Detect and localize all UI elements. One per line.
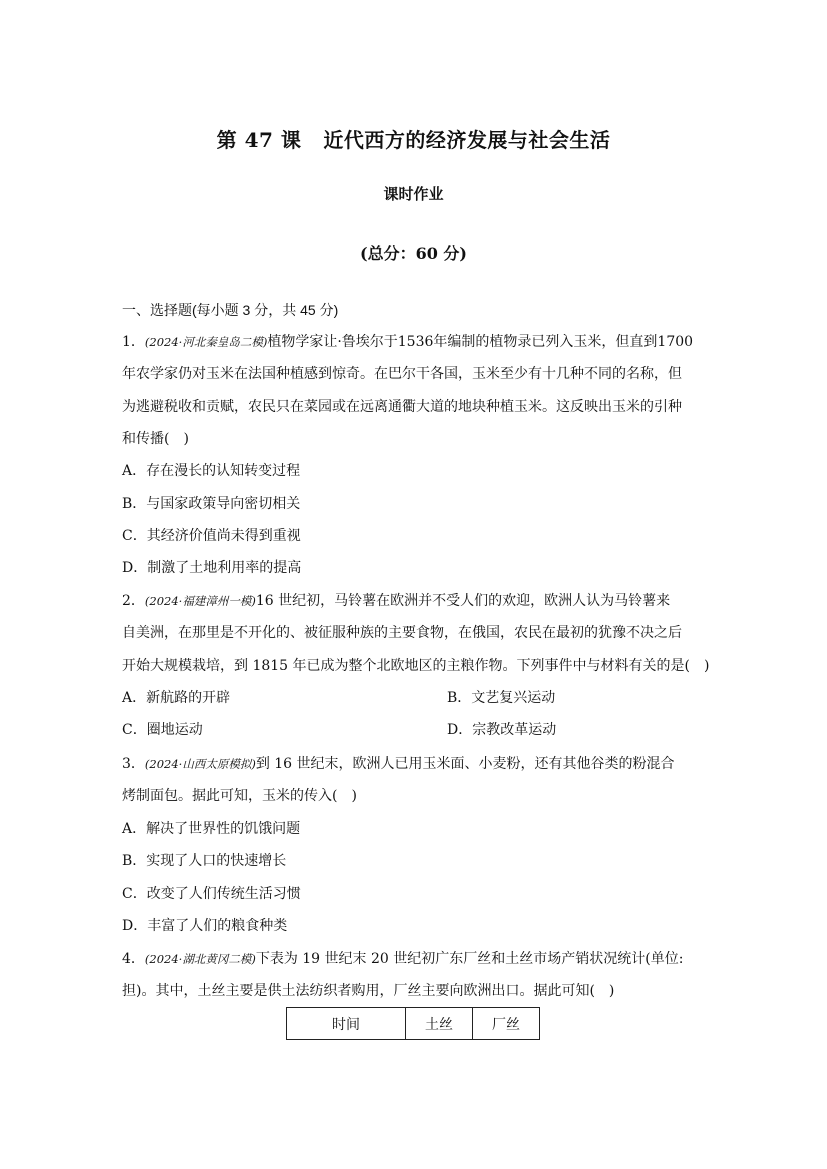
question-2-line-3: 开始大规模栽培，到 1815 年已成为整个北欧地区的主粮作物。下列事件中与材料有关的是( ) — [122, 658, 710, 674]
question-source: (2024·河北秦皇岛二模) — [144, 335, 268, 349]
question-2-line-2: 自美洲，在那里是不开化的、被征服种族的主要食物，在俄国，农民在最初的犹豫不决之后 — [122, 625, 682, 641]
question-3-line-1: 3．(2024·山西太原模拟)到 16 世纪末，欧洲人已用玉米面、小麦粉，还有其他谷类的粉混合 — [122, 756, 675, 772]
section-heading: 一、选择题(每小题 3 分，共 45 分) — [122, 302, 339, 318]
question-1-line-2: 年农学家仍对玉米在法国种植感到惊奇。在巴尔干各国，玉米至少有十几种不同的名称，但 — [122, 366, 682, 382]
table-header-cell: 时间 — [287, 1008, 406, 1040]
question-3-option-a: A．解决了世界性的饥饿问题 — [122, 821, 301, 837]
question-2-line-1: 2．(2024·福建漳州一模)16 世纪初，马铃薯在欧洲并不受人们的欢迎，欧洲人认为马铃薯来 — [122, 593, 671, 609]
question-3-option-d: D．丰富了人们的粮食种类 — [122, 918, 288, 934]
table-header-cell: 土丝 — [406, 1008, 473, 1040]
question-source: (2024·福建漳州一模) — [144, 594, 256, 608]
question-2-option-c: C．圈地运动 — [122, 722, 203, 738]
question-1-option-d: D．制激了土地利用率的提高 — [122, 560, 302, 576]
lesson-name: 近代西方的经济发展与社会生活 — [323, 128, 611, 152]
question-2-option-a: A．新航路的开辟 — [122, 690, 231, 706]
total-score: (总分：60 分) — [360, 244, 467, 263]
question-number: 4． — [122, 951, 145, 967]
question-source: (2024·山西太原模拟) — [144, 757, 256, 771]
question-3-option-c: C．改变了人们传统生活习惯 — [122, 886, 301, 902]
question-number: 1． — [122, 334, 145, 350]
question-number: 3． — [122, 756, 145, 772]
question-1-option-c: C．其经济价值尚未得到重视 — [122, 528, 301, 544]
table-header-cell: 厂丝 — [473, 1008, 540, 1040]
table-header-row — [287, 1008, 540, 1040]
question-1-option-b: B．与国家政策导向密切相关 — [122, 496, 301, 512]
question-1-line-3: 为逃避税收和贡赋，农民只在菜园或在远离通衢大道的地块种植玉米。这反映出玉米的引种 — [122, 399, 682, 415]
question-2-option-b: B．文艺复兴运动 — [447, 690, 556, 706]
question-source: (2024·湖北黄冈二模) — [144, 952, 256, 966]
question-3-option-b: B．实现了人口的快速增长 — [122, 853, 287, 869]
question-1-option-a: A．存在漫长的认知转变过程 — [122, 463, 301, 479]
question-1-line-4: 和传播( ) — [122, 431, 189, 447]
lesson-title — [0, 124, 827, 153]
question-1-line-1: 1．(2024·河北秦皇岛二模)植物学家让·鲁埃尔于1536年编制的植物录已列入玉米，但直到1700 — [122, 334, 694, 350]
page-subtitle: 课时作业 — [383, 185, 444, 203]
silk-data-table — [286, 1007, 540, 1040]
question-2-option-d: D．宗教改革运动 — [447, 722, 557, 738]
question-number: 2． — [122, 593, 145, 609]
question-3-line-2: 烤制面包。据此可知，玉米的传入( ) — [122, 788, 357, 804]
question-4-line-2: 担)。其中，土丝主要是供土法纺织者购用，厂丝主要向欧洲出口。据此可知( ) — [122, 983, 615, 999]
question-4-line-1: 4．(2024·湖北黄冈二模)下表为 19 世纪末 20 世纪初广东厂丝和土丝市场产销状况统计(单位: — [122, 951, 684, 967]
lesson-number: 第 47 课 — [216, 128, 302, 152]
